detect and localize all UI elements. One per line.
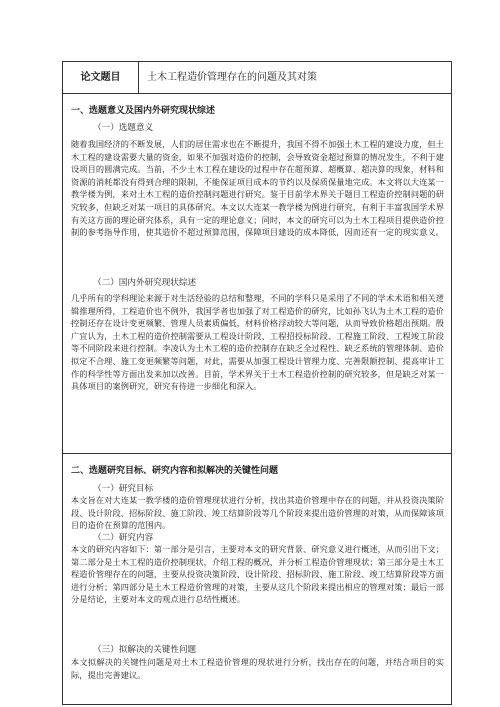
section1-para1: 随着我国经济的不断发展，人们的居住需求也在不断提升，我国不得不加强土木工程的建设力度，但土木工程的建设需要大量的资金，如果不加强对造价的控制，会导致资金超过预算的情况发生，不利于建设项目的圆满完成。当前，不少土木工程在建设的过程中存在超预算、超概算、超决算的现象，材料和资源的消耗都没有得到合理的限制，不能保证项目成本的节约以及保质保量地完成。本文将以大连某一教学楼为例，来对土木工程的造价控制问题进行研究。鉴于目前学术界关于题目工程造价控制问题的研究较多，但缺乏对某一项目的具体研究。本文以大连某一教学楼为例进行研究，有利于丰富我国学术界有关这方面的理论研究体系，具有一定的理论意义；同时，本文的研究可以为土木工程项目提供造价控制的参考指导作用，使其造价不超过预算范围，保障项目建设的成本降低，因而还有一定的现实意义。 xyxy=(71,139,444,238)
section-divider xyxy=(63,453,451,454)
title-label: 论文题目 xyxy=(63,62,139,93)
section2-heading: 二、选题研究目标、研究内容和拟解决的关键性问题 xyxy=(71,466,279,476)
form-content xyxy=(63,94,451,704)
section2-sub2: （二）研究内容 xyxy=(93,533,154,543)
title-row xyxy=(63,62,451,94)
section1-sub1: （一）选题意义 xyxy=(93,123,154,133)
title-value: 土木工程造价管理存在的问题及其对策 xyxy=(147,72,317,83)
section1-heading: 一、选题意义及国内外研究现状综述 xyxy=(71,106,216,116)
section2-sub3: （三）拟解决的关键性问题 xyxy=(93,645,197,655)
section1-sub2: （二）国内外研究现状综述 xyxy=(93,278,197,288)
section2-para3: 本文拟解决的关键性问题是对土木工程造价管理的现状进行分析，找出存在的问题，并结合项目的实际，提出完善建议。 xyxy=(71,657,444,680)
section2-sub1: （一）研究目标 xyxy=(93,484,154,494)
section2-para2: 本文的研究内容如下：第一部分是引言，主要对本文的研究背景、研究意义进行概述，从而引出下文；第二部分是土木工程的造价控制现状，介绍工程的概况，并分析工程造价管理现状；第三部分是土木工程造价管理存在的问题，主要从投资决策阶段、设计阶段、招标阶段、施工阶段、竣工结算阶段等方面进行分析；第四部分是土木工程造价管理的对策，主要从这几个阶段来提出相应的管理对策；最后一部分是结论，主要对本文的观点进行总结性概述。 xyxy=(71,544,444,605)
section1-para2: 几乎所有的学科理论来源于对生活经验的总结和整理，不同的学科只是采用了不同的学术术语和相关逻辑推理所得，工程造价也不例外，我国学者也加强了对工程造价的研究，比如孙飞认为土木工程的造价控制还存在设计变更频繁、管理人员素质偏低，材料价格浮动较大等问题，从而导致价格超出预期。殷广宜认为，土木工程的造价控制需要从工程设计阶段、工程招投标阶段、工程施工阶段、工程竣工阶段等不同阶段来进行控制。李凌认为土木工程的造价控制存在缺乏全过程性、缺乏系统的管理体制、造价拟定不合理、施工变更频繁等问题，对此，需要从加强工程设计管理力度、完善限额控制、提高审计工作的科学性等方面出发来加以改善。目前，学术界关于土木工程造价控制的研究较多，但是缺乏对某一具体项目的案例研究，研究有待进一步细化和深入。 xyxy=(71,293,444,392)
proposal-form xyxy=(62,61,452,705)
section2-para1: 本文旨在对大连某一教学楼的造价管理现状进行分析，找出其造价管理中存在的问题，并从投资决策阶段、设计阶段、招标阶段、施工阶段、竣工结算阶段等几个阶段来提出造价管理的对策，从而保障该项目的造价在预算的范围内。 xyxy=(71,495,444,531)
